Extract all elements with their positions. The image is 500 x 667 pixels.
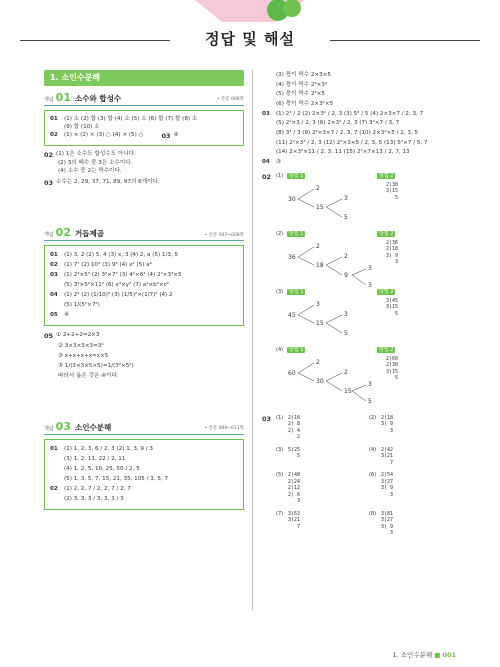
ladder-row: 2)48	[288, 472, 301, 479]
tree-node: 18	[316, 261, 324, 269]
ladder-item	[369, 415, 462, 441]
tree-node: 3	[316, 300, 320, 308]
tree-branch	[298, 257, 314, 265]
ladder-row: 3	[386, 259, 399, 266]
ladder-division	[381, 472, 393, 505]
tree-node: 2	[344, 252, 348, 260]
tree-branch	[298, 189, 314, 199]
ladder-row: 3)27	[381, 478, 394, 485]
footer-chapter: 1. 소인수분해	[392, 650, 433, 659]
section-tag: 개념	[44, 96, 54, 103]
ladder-row: 3)21	[381, 453, 394, 460]
ladder-row: 2)12	[288, 485, 301, 492]
factor-tree	[276, 289, 462, 345]
answer-text: ④	[64, 311, 70, 318]
tree-branch	[326, 373, 342, 381]
ladder-row: 3	[381, 530, 394, 537]
tree-label: (3)	[276, 288, 284, 295]
explanation-text: ① 2+2+2=2×3	[56, 331, 100, 338]
question-label: 03	[44, 179, 54, 188]
tree-branch	[326, 207, 342, 217]
answer-text: (1) 2, 2, 7 / 2, 2, 7 / 2, 7	[64, 485, 131, 492]
method-badge: 방법 1	[289, 230, 304, 237]
ladder-row: 2) 8	[288, 421, 301, 428]
tree-node: 3	[368, 281, 372, 289]
ladder-label: (3)	[276, 446, 284, 453]
question-label: 04	[262, 158, 270, 165]
explanation-05	[44, 331, 244, 381]
page-title: 정답 및 해설	[205, 30, 295, 48]
answer-text: (3) 몫이 짝수 2×3×5	[276, 72, 331, 78]
ladder-row: 3) 9	[381, 485, 394, 492]
answer-text: (14) 2×3²×11 / 2, 3, 11 (15) 2²×7×13 / 2, 7, 13	[276, 149, 410, 156]
question-label: 02	[44, 151, 54, 160]
ladder-division	[288, 511, 300, 537]
tree-label: (4)	[276, 346, 284, 353]
tree-node: 2	[316, 242, 320, 250]
ladder-row: 3)15	[386, 188, 399, 195]
ladder-division	[386, 182, 398, 202]
method-badge: 방법 2	[379, 172, 394, 179]
question-label: 04	[50, 292, 58, 299]
ladder-row: 3	[381, 427, 394, 434]
tree-label: (2)	[276, 230, 284, 237]
tree-branch	[326, 199, 342, 207]
section-name: 소인수분해	[74, 422, 112, 432]
ladder-division	[381, 415, 393, 441]
tree-node: 3	[344, 194, 348, 202]
section-tag: 개념	[44, 425, 54, 432]
tree-node: 15	[316, 319, 324, 327]
tree-branch	[352, 275, 366, 285]
question-label: 02	[50, 262, 58, 269]
tree-branch	[326, 265, 342, 275]
section-heading-01	[44, 92, 244, 106]
ladder-row: 3) 9	[381, 421, 394, 428]
ladder-label: (5)	[276, 472, 284, 479]
method-badge: 방법 1	[289, 346, 304, 353]
ladder-row: 3)15	[386, 368, 399, 375]
question-label: 03	[262, 110, 270, 117]
answer-text: (8) 3⁴ / 3 (9) 2²×3×7 / 2, 3, 7 (10) 2×3²×5 / 2, 3, 5	[276, 129, 419, 136]
tree-branch	[298, 315, 314, 323]
tree-node: 5	[344, 213, 348, 221]
ladder-row: 5	[288, 453, 301, 460]
method-badge: 방법 1	[289, 288, 304, 295]
ladder-item	[369, 472, 462, 505]
answer-text: (11) 2²×3³ / 2, 3 (12) 2²×3×5 / 2, 3, 5 (13) 5²×7 / 5, 7	[276, 139, 428, 146]
ladder-row: 5	[386, 375, 399, 382]
ladder-division	[381, 447, 393, 467]
question-label: 02	[262, 172, 272, 181]
ladder-division	[381, 511, 393, 537]
ladder-row: 3)81	[381, 510, 394, 517]
question-label: 01	[50, 116, 58, 122]
method-badge: 방법 2	[379, 346, 394, 353]
answer-text: (5) 1/(5²×7²)	[64, 302, 100, 308]
ladder-division	[386, 240, 398, 266]
ladder-division-section	[262, 415, 462, 537]
ladder-label: (1)	[276, 414, 284, 421]
tree-root: 36	[288, 253, 296, 261]
tree-branch	[352, 391, 366, 401]
tree-node: 3	[368, 380, 372, 388]
ladder-row: 2)54	[381, 472, 394, 479]
ladder-label: (4)	[369, 446, 377, 453]
tree-branch	[326, 381, 342, 391]
tree-diagram	[286, 295, 399, 351]
explanation-text: (4) 소수 중 2는 짝수이다.	[58, 168, 122, 175]
answer-box-02	[44, 245, 244, 326]
ladder-row: 3)15	[386, 304, 399, 311]
tree-branch	[326, 257, 342, 265]
question-label: 01	[50, 446, 58, 453]
title-rule-right	[330, 40, 480, 41]
tree-node: 2	[316, 184, 320, 192]
section-heading-03	[44, 421, 244, 435]
section-heading-02	[44, 227, 244, 241]
ladder-row: 2)36	[386, 239, 399, 246]
chapter-heading: 1. 소인수분해	[44, 70, 244, 86]
question-label: 05	[44, 331, 54, 340]
ladder-row: 3)27	[381, 517, 394, 524]
tree-node: 9	[344, 271, 348, 279]
tree-branch	[352, 269, 366, 275]
answer-text: (3) 1, 2, 11, 22 / 2, 11	[64, 455, 126, 462]
tree-diagram	[286, 237, 399, 293]
section-ref: • 본문 006쪽	[216, 97, 244, 103]
section-name: 소수와 합성수	[74, 93, 122, 103]
ladder-label: (2)	[369, 414, 377, 421]
method-badge: 방법 1	[289, 172, 304, 179]
tree-root: 60	[288, 369, 296, 377]
ladder-row: 5	[386, 194, 399, 201]
answer-text: (9) 합 (10) 소	[64, 123, 100, 130]
explanation-text: (1) 1은 소수도 합성수도 아니다.	[56, 151, 136, 158]
question-label: 03	[50, 272, 58, 279]
answer-text: (1) 7⁷ (2) 10³ (3) 9³ (4) x⁴ (5) a⁶	[64, 262, 152, 269]
ladder-row: 2)24	[288, 478, 301, 485]
ladder-row: 3	[381, 491, 394, 498]
ladder-row: 5)25	[288, 446, 301, 453]
explanation-text: ⑤ 1/(3×3×5×5)=1/(3²×5²)	[58, 363, 134, 370]
right-column	[262, 70, 462, 537]
answer-text: ③	[276, 158, 282, 165]
question-label: 03	[262, 414, 272, 423]
question-label: 03	[161, 131, 171, 140]
ladder-row: 3)45	[386, 297, 399, 304]
answer-box-03	[44, 439, 244, 510]
ladder-item	[276, 415, 369, 441]
ladder-row: 3	[288, 498, 301, 505]
ladder-division	[288, 447, 300, 467]
tree-node: 5	[368, 397, 372, 405]
tree-node: 15	[344, 387, 352, 395]
header-decoration	[180, 0, 320, 22]
section-name: 거듭제곱	[74, 228, 104, 238]
ladder-row: 2)30	[386, 181, 399, 188]
question-label: 01	[50, 252, 58, 259]
ladder-division	[288, 472, 300, 505]
tree-label: (1)	[276, 172, 284, 179]
tree-node: 5	[344, 329, 348, 337]
ladder-row: 3)21	[288, 517, 301, 524]
method-badge: 방법 2	[379, 230, 394, 237]
section-number: 02	[55, 226, 71, 240]
explanation-02	[44, 151, 244, 175]
ladder-row: 2)60	[386, 355, 399, 362]
ladder-label: (6)	[369, 472, 377, 479]
tree-node: 2	[344, 368, 348, 376]
tree-branch	[298, 363, 314, 373]
tree-node: 3	[344, 310, 348, 318]
method-badge: 방법 2	[379, 288, 394, 295]
tree-branch	[298, 199, 314, 207]
factor-trees	[276, 173, 462, 403]
answer-text: (4) 1, 2, 5, 10, 25, 50 / 2, 5	[64, 465, 140, 472]
ladder-division	[386, 356, 398, 382]
answer-text: (1) × (2) × (3) ○ (4) × (5) ○	[64, 131, 144, 138]
answer-text: ④	[173, 131, 179, 138]
answer-text: (1) 2³ / 2 (2) 2×3² / 2, 3 (3) 5³ / 5 (4) 2×3×7 / 2, 3, 7	[276, 110, 424, 117]
left-column	[44, 70, 244, 515]
tree-node: 30	[316, 377, 324, 385]
explanation-text: ② 3×3×3×3=3⁴	[58, 343, 104, 350]
question-label: 02	[50, 485, 58, 492]
ladder-row: 7	[381, 459, 394, 466]
section-number: 03	[55, 420, 71, 434]
ladder-item	[369, 511, 462, 537]
factor-trees-section	[262, 173, 462, 403]
ladder-row: 5	[386, 310, 399, 317]
ladder-label: (7)	[276, 510, 284, 517]
ladder-division	[386, 298, 398, 318]
ladder-row: 7	[288, 523, 301, 530]
answer-text: (1) 2⁴ (2) (1/10)³ (3) (1/5)²×(1/7)² (4) 2	[64, 292, 173, 299]
question-label: 02	[50, 131, 58, 138]
ladder-item	[276, 447, 369, 467]
answer-text: (1) 2³×5³ (2) 3²×7² (3) 4²×6⁴ (4) 2²×3³×5	[64, 272, 182, 279]
answer-text: (2) 3, 3, 3 / 3, 3, 3 / 3	[64, 495, 124, 502]
tree-node: 3	[368, 264, 372, 272]
section-tag: 개념	[44, 232, 54, 239]
factor-tree	[276, 173, 462, 229]
tree-root: 45	[288, 311, 296, 319]
question-label: 05	[50, 311, 58, 318]
column-divider	[252, 70, 253, 610]
answer-text: (5) 1, 3, 5, 7, 15, 21, 35, 105 / 3, 5, 7	[64, 475, 169, 482]
answer-text: (5) 몫이 짝수 2³×5	[276, 91, 325, 98]
section-number: 01	[55, 91, 71, 104]
factor-tree	[276, 231, 462, 287]
ladder-item	[276, 472, 369, 505]
tree-branch	[326, 315, 342, 323]
tree-branch	[352, 385, 366, 391]
section-ref: • 본문 009~011쪽	[204, 426, 244, 432]
answer-text: (4) 몫이 짝수 2³×3²	[276, 81, 328, 88]
tree-branch	[298, 373, 314, 381]
ladder-item	[276, 511, 369, 537]
explanation-text: (2) 3의 배수 중 3은 소수이다.	[58, 160, 133, 167]
tree-branch	[298, 247, 314, 257]
ladder-division	[288, 415, 300, 441]
tree-branch	[326, 323, 342, 333]
explanation-03	[44, 179, 244, 187]
tree-branch	[298, 305, 314, 315]
ladder-label: (8)	[369, 510, 377, 517]
ladder-row: 3) 9	[386, 252, 399, 259]
explanation-text: 따라서 옳은 것은 ④이다.	[58, 373, 119, 380]
factor-tree	[276, 347, 462, 403]
ladder-row: 2)18	[381, 414, 394, 421]
answer-text: (5) 3³×5²×11² (6) x³×y³ (7) a²×b³×c²	[64, 282, 169, 289]
explanation-text: 소수는 2, 29, 37, 71, 89, 97의 6개이다.	[56, 179, 160, 186]
ladder-row: 2	[288, 434, 301, 441]
ladder-row: 2)16	[288, 414, 301, 421]
page-footer: 1. 소인수분해 ■ 001	[392, 650, 456, 659]
ladder-row: 2)18	[386, 246, 399, 253]
ladder-item	[369, 447, 462, 467]
ladder-row: 2) 4	[288, 427, 301, 434]
ladder-row: 2)30	[386, 362, 399, 369]
answer-text: (5) 2²×3 / 2, 3 (6) 2×3² / 2, 3 (7) 3²×7 / 3, 7	[276, 120, 400, 127]
answer-text: (1) 1, 2, 3, 6 / 2, 3 (2) 1, 3, 9 / 3	[64, 446, 153, 453]
answer-text: (6) 몫이 짝수 2×3²×5	[276, 100, 334, 107]
tree-diagram	[286, 353, 399, 409]
section-ref: • 본문 007~008쪽	[204, 232, 244, 238]
answer-text: (1) 3, 2 (2) 5, 4 (3) x, 3 (4) 2, a (5) 1/3, 5	[64, 252, 179, 259]
tree-node: 15	[316, 203, 324, 211]
ladder-row: 2) 6	[288, 491, 301, 498]
ladder-row: 3)63	[288, 510, 301, 517]
answer-text: (1) 소 (2) 합 (3) 합 (4) 소 (5) 소 (6) 합 (7) 합 (8) 소	[64, 116, 198, 122]
explanation-text: ③ x+x+x+x=x×5	[58, 353, 109, 360]
tree-node: 2	[316, 358, 320, 366]
answer-box-01	[44, 110, 244, 146]
tree-root: 30	[288, 195, 296, 203]
ladder-row: 2)42	[381, 446, 394, 453]
page-number: 001	[442, 650, 456, 659]
tree-diagram	[286, 179, 399, 235]
ladder-row: 3) 9	[381, 523, 394, 530]
ladder-divisions	[276, 415, 462, 537]
